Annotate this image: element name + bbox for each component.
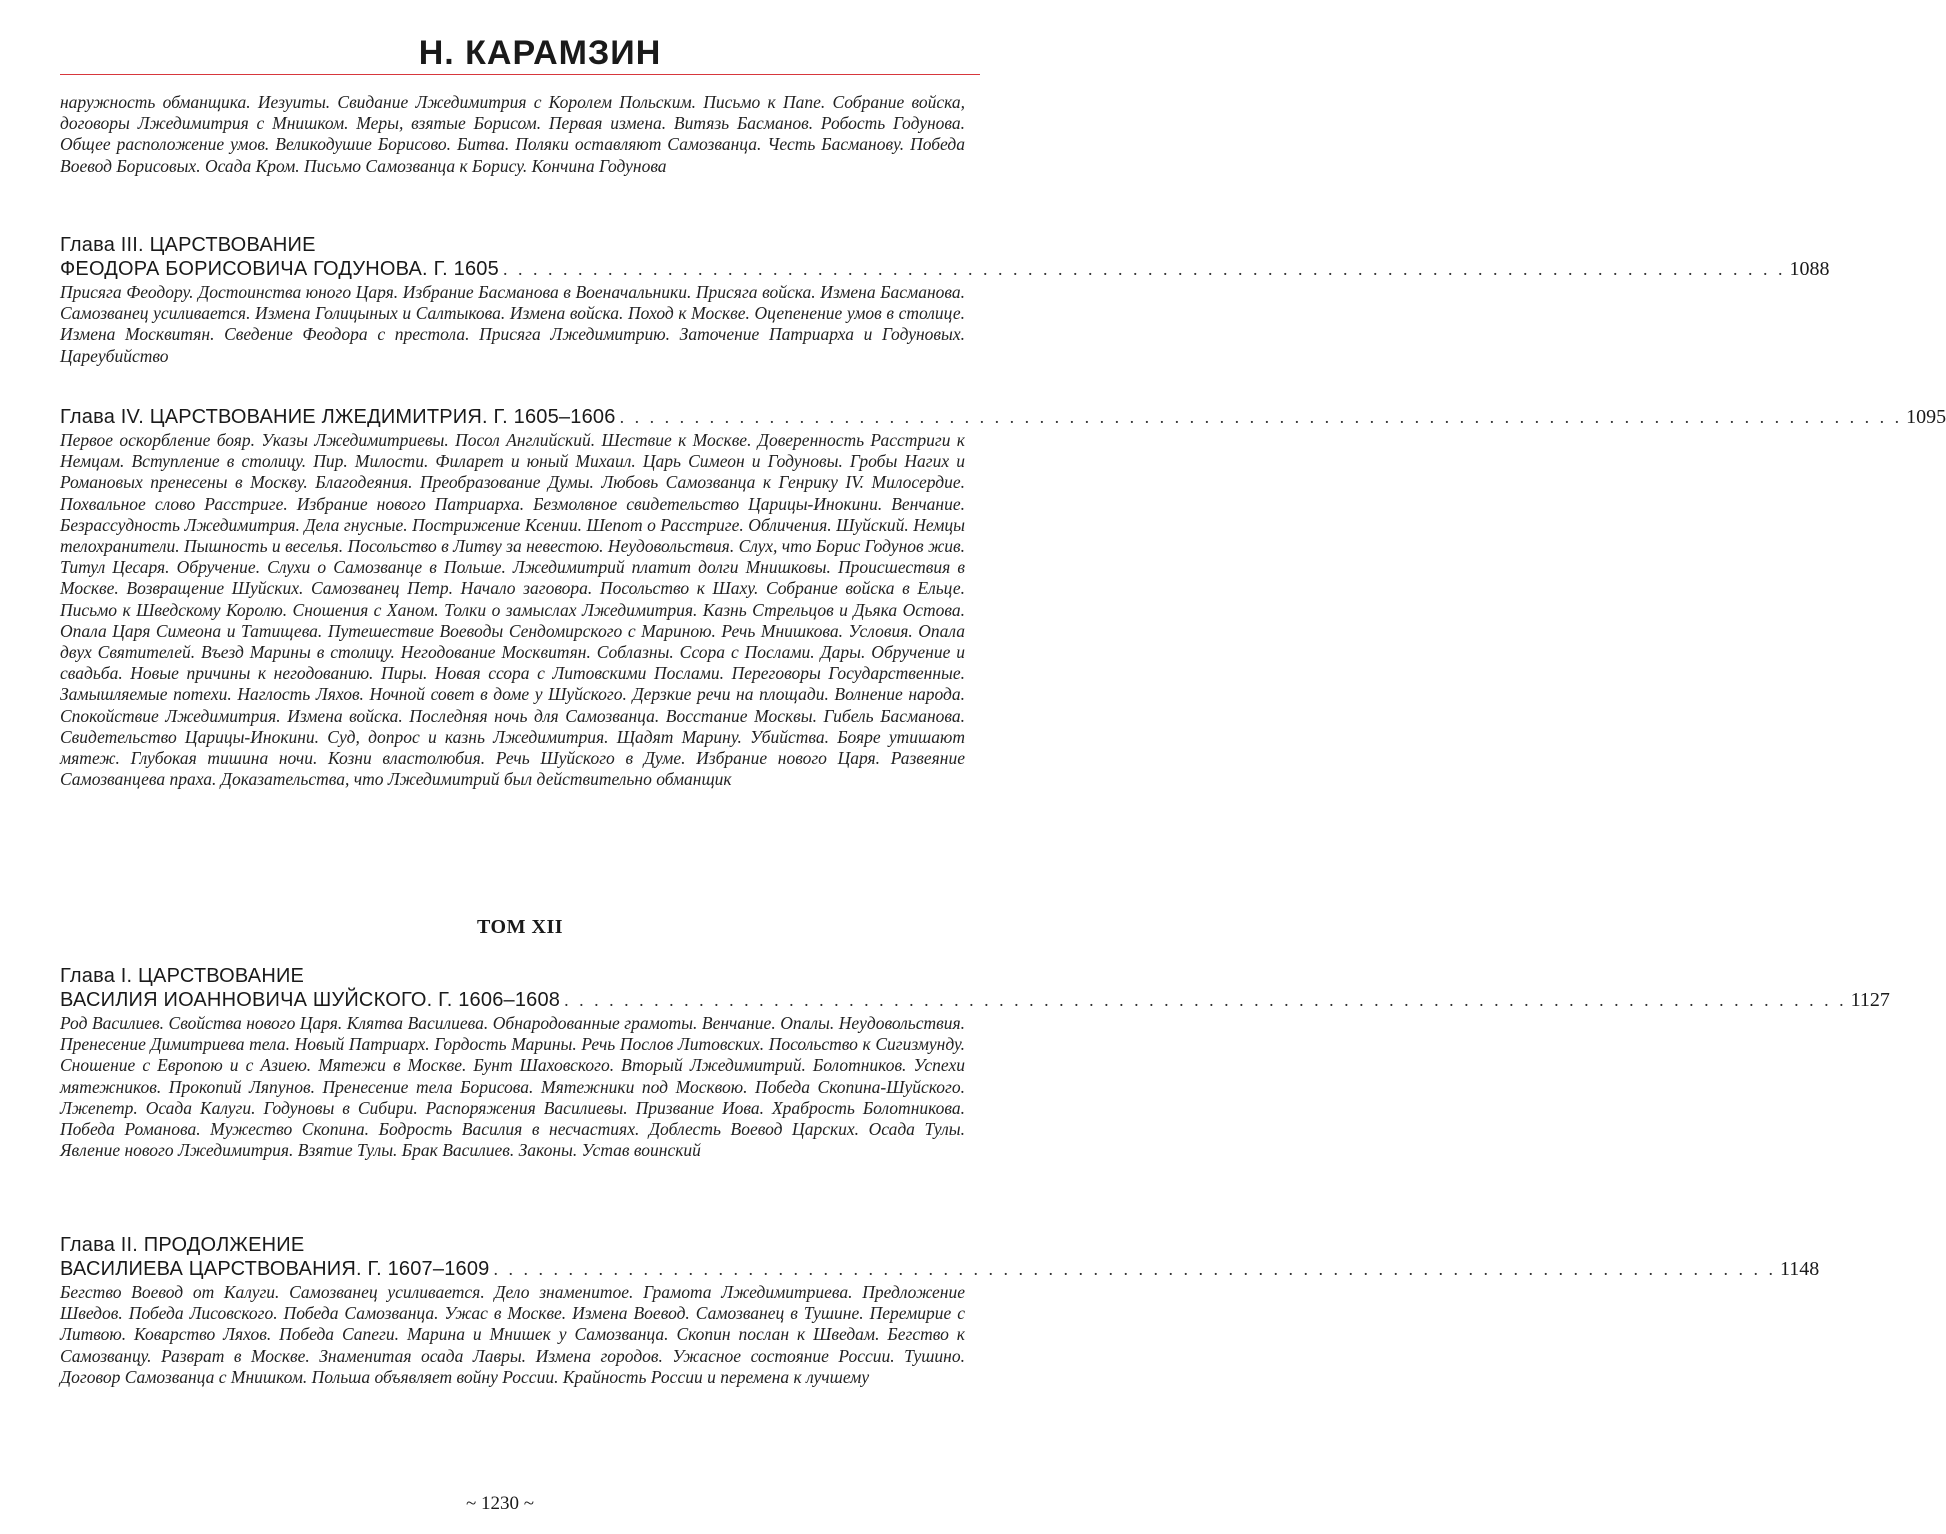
dot-leader: . . . . . . . . . . . . . . . . . . . . . . . . . . . . . . . . . . . . . . . . . . . . . . . . . . . . . . . . . . . . . . . . . . . . . . . . . . . . . . . . . . . . . .	[619, 407, 1903, 427]
toc-entry-chapter-3	[60, 233, 1830, 367]
page-header	[60, 34, 980, 73]
dot-leader: . . . . . . . . . . . . . . . . . . . . . . . . . . . . . . . . . . . . . . . . . . . . . . . . . . . . . . . . . . . . . . . . . . . . . . . . . . . . . . . . . . . . . .	[493, 1259, 1776, 1279]
toc-entry-vol12-chapter-2	[60, 1233, 1820, 1388]
chapter-heading-line: Глава II. ПРОДОЛЖЕНИЕ	[60, 1234, 305, 1256]
chapter-title-row	[60, 257, 1830, 282]
page-number: ~ 1230 ~	[465, 1493, 535, 1514]
chapter-heading-line: Глава III. ЦАРСТВОВАНИЕ	[60, 234, 316, 256]
chapter-page-number: 1127	[1850, 989, 1890, 1011]
chapter-title: ФЕОДОРА БОРИСОВИЧА ГОДУНОВА. Г. 1605	[60, 258, 499, 280]
chapter-description: Бегство Воевод от Калуги. Самозванец усиливается. Дело знаменитое. Грамота Лжедимитриева. Предложение Шведов. Победа Лисовского. Победа Самозванца. Ужас в Москве. Измена Воевод. Самозванец в Тушине. Перемирие с Литвою. Коварство Ляхов. Победа Сапеги. Марина и Мнишек у Самозванца. Скопин послан к Шведам. Бегство к Самозванцу. Разврат в Москве. Знаменитая осада Лавры. Измена городов. Ужасное состояние России. Тушино. Договор Самозванца с Мнишком. Польша объявляет войну России. Крайность России и перемена к лучшему	[60, 1282, 965, 1387]
chapter-description: Первое оскорбление бояр. Указы Лжедимитриевы. Посол Английский. Шествие к Москве. Доверенность Расстриги к Немцам. Вступление в столицу. Пир. Милости. Филарет и юный Михаил. Царь Симеон и Годуновы. Гробы Нагих и Романовых пренесены в Москву. Благодеяния. Преобразование Думы. Любовь Самозванца к Генрику IV. Милосердие. Похвальное слово Расстриге. Избрание нового Патриарха. Безмолвное свидетельство Царицы-Инокини. Венчание. Безрассудность Лжедимитрия. Дела гнусные. Пострижение Ксении. Шепот о Расстриге. Обличения. Шуйский. Немцы телохранители. Пышность и веселья. Посольство в Литву за невестою. Неудовольствия. Слух, что Борис Годунов жив. Титул Цесаря. Обручение. Слухи о Самозванце в Польше. Лжедимитрий платит долги Мнишковы. Происшествия в Москве. Возвращение Шуйских. Самозванец Петр. Начало заговора. Посольство к Шаху. Собрание войска в Ельце. Письмо к Шведскому Королю. Сношения с Ханом. Толки о замыслах Лжедимитрия. Казнь Стрельцов и Дьяка Остова. Опала Царя Симеона и Татищева. Путешествие Воеводы Сендомирского с Мариною. Речь Мнишкова. Условия. Опала двух Святителей. Въезд Марины в столицу. Негодование Москвитян. Соблазны. Ссора с Послами. Дары. Обручение и свадьба. Новые причины к негодованию. Пиры. Новая ссора с Литовскими Послами. Переговоры Государственные. Замышляемые потехи. Наглость Ляхов. Ночной совет в доме у Шуйского. Дерзкие речи на площади. Волнение народа. Спокойствие Лжедимитрия. Измена войска. Последняя ночь для Самозванца. Восстание Москвы. Гибель Басманова. Свидетельство Царицы-Инокини. Суд, допрос и казнь Лжедимитрия. Щадят Марину. Убийства. Бояре утишают мятеж. Глубокая тишина ночи. Козни властолюбия. Речь Шуйского в Думе. Избрание нового Царя. Развеяние Самозванцева праха. Доказательства, что Лжедимитрий был действительно обманщик	[60, 430, 965, 790]
chapter-title: ВАСИЛИЕВА ЦАРСТВОВАНИЯ. Г. 1607–1609	[60, 1258, 490, 1280]
toc-entry-vol12-chapter-1	[60, 964, 1890, 1161]
chapter-title: Глава IV. ЦАРСТВОВАНИЕ ЛЖЕДИМИТРИЯ. Г. 1605–1606	[60, 406, 616, 428]
intro-description: наружность обманщика. Иезуиты. Свидание Лжедимитрия с Королем Польским. Письмо к Папе. Собрание войска, договоры Лжедимитрия с Мнишком. Меры, взятые Борисом. Первая измена. Витязь Басманов. Робость Годунова. Общее расположение умов. Великодушие Борисово. Битва. Поляки оставляют Самозванца. Честь Басманову. Победа Воевод Борисовых. Осада Кром. Письмо Самозванца к Борису. Кончина Годунова	[60, 92, 965, 176]
chapter-page-number: 1088	[1789, 258, 1830, 280]
dot-leader: . . . . . . . . . . . . . . . . . . . . . . . . . . . . . . . . . . . . . . . . . . . . . . . . . . . . . . . . . . . . . . . . . . . . . . . . . . . . . . . . . . . . . .	[502, 259, 1786, 279]
chapter-description: Присяга Феодору. Достоинства юного Царя. Избрание Басманова в Военачальники. Присяга войска. Измена Басманова. Самозванец усиливается. Измена Голицыных и Салтыкова. Измена войска. Поход к Москве. Оцепенение умов в столице. Измена Москвитян. Сведение Феодора с престола. Присяга Лжедимитрию. Заточение Патриарха и Годуновых. Цареубийство	[60, 282, 965, 366]
intro-block	[60, 92, 965, 177]
chapter-title-row	[60, 1257, 1820, 1282]
toc-entry-chapter-4	[60, 405, 1946, 790]
chapter-title-row	[60, 405, 1946, 430]
chapter-title: ВАСИЛИЯ ИОАННОВИЧА ШУЙСКОГО. Г. 1606–1608	[60, 989, 561, 1011]
chapter-heading-line: Глава I. ЦАРСТВОВАНИЕ	[60, 965, 305, 987]
chapter-page-number: 1148	[1780, 1258, 1820, 1280]
volume-heading: ТОМ XII	[476, 916, 564, 938]
running-head-author: Н. КАРАМЗИН	[418, 34, 662, 72]
header-rule	[60, 74, 980, 75]
chapter-title-row	[60, 988, 1890, 1013]
chapter-page-number: 1095	[1906, 406, 1946, 428]
dot-leader: . . . . . . . . . . . . . . . . . . . . . . . . . . . . . . . . . . . . . . . . . . . . . . . . . . . . . . . . . . . . . . . . . . . . . . . . . . . . . . . . . . . . . .	[564, 990, 1847, 1010]
chapter-description: Род Василиев. Свойства нового Царя. Клятва Василиева. Обнародованные грамоты. Венчание. Опалы. Неудовольствия. Пренесение Димитриева тела. Новый Патриарх. Гордость Марины. Речь Послов Литовских. Посольство к Сигизмунду. Сношение с Европою и с Азиею. Мятежи в Москве. Бунт Шаховского. Вторый Лжедимитрий. Болотников. Успехи мятежников. Прокопий Ляпунов. Пренесение тела Борисова. Мятежники под Москвою. Победа Скопина-Шуйского. Лжепетр. Осада Калуги. Годуновы в Сибири. Распоряжения Василиевы. Призвание Иова. Храбрость Болотникова. Победа Романова. Мужество Скопина. Бодрость Василия в несчастиях. Доблесть Воевод Царских. Осада Тулы. Явление нового Лжедимитрия. Взятие Тулы. Брак Василиев. Законы. Устав воинский	[60, 1013, 965, 1161]
